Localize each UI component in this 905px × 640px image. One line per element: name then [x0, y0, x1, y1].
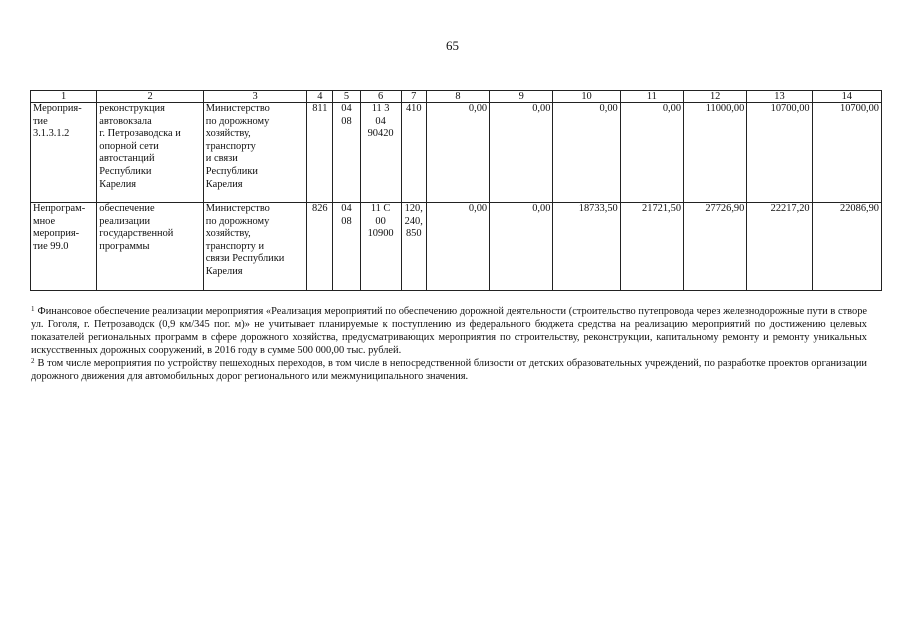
code-cell [307, 103, 333, 203]
amount-cell: 11000,00 [684, 103, 747, 203]
column-header: 14 [812, 91, 881, 103]
code-cell [333, 103, 360, 203]
amount-cell: 22086,90 [812, 203, 881, 291]
cell-line: 850 [405, 228, 422, 240]
cell-line: транспорту [205, 140, 256, 152]
code-cell [333, 203, 360, 291]
budget-table [30, 90, 882, 291]
cell-line: тие [33, 115, 48, 127]
cell-line: связи Республики [205, 253, 285, 265]
amount-cell: 0,00 [490, 203, 553, 291]
cell-line: 90420 [367, 128, 394, 140]
amount-cell: 0,00 [426, 203, 489, 291]
code-cell [401, 103, 426, 203]
cell-line: мероприя- [33, 228, 80, 240]
column-header: 12 [684, 91, 747, 103]
table-row [31, 103, 882, 203]
cell-line: г. Петрозаводска и [99, 128, 181, 140]
footnote-text: Финансовое обеспечение реализации мероприятия «Реализация мероприятий по обеспечению дорожной деятельности (строительство путепровода через железнодорожные пути в створе ул. Гоголя, г. Петрозаводск (0,9 км/345 пог. м)» не учитывает планируемые к поступлению из федерального бюджета средства на реализацию мероприятий по достижению целевых показателей региональных программ в сфере дорожного хозяйства, предусматривающих мероприятия по строительству, реконструкции, капитальному ремонту и ремонту уникальных искусственных дорожных сооружений, в 2016 году в сумме 500 000,00 тыс. рублей. [31, 306, 867, 356]
code-cell [360, 103, 401, 203]
column-header: 7 [401, 91, 426, 103]
column-header: 1 [31, 91, 97, 103]
amount-cell: 10700,00 [812, 103, 881, 203]
cell-line: по дорожному [205, 115, 270, 127]
cell-line: 08 [341, 115, 352, 127]
cell-line: 11 3 [371, 103, 390, 114]
amount-cell: 27726,90 [684, 203, 747, 291]
cell-line: опорной сети [99, 140, 159, 152]
executor-cell [203, 103, 306, 203]
cell-line: 08 [341, 215, 352, 227]
cell-line: Карелия [205, 178, 243, 190]
footnote [31, 305, 867, 357]
column-header: 11 [620, 91, 683, 103]
amount-cell: 18733,50 [553, 203, 620, 291]
cell-line: Карелия [99, 178, 137, 190]
cell-line: 240, [404, 215, 423, 227]
cell-line: 826 [312, 203, 328, 214]
cell-line: Министерство [205, 203, 270, 214]
cell-line: Мероприя- [33, 103, 82, 114]
cell-line: транспорту и [205, 240, 265, 252]
cell-line: 04 [341, 103, 352, 114]
footnote-text: В том числе мероприятия по устройству пешеходных переходов, в том числе в непосредственной близости от детских образовательных учреждений, по разработке проектов организации дорожного движения для автомобильных дорог регионального или межмуниципального значения. [31, 358, 867, 382]
cell-line: государственной [99, 228, 174, 240]
executor-cell [203, 203, 306, 291]
cell-line: Карелия [205, 265, 243, 277]
amount-cell: 0,00 [620, 103, 683, 203]
cell-line: 120, [404, 203, 423, 214]
cell-line: автостанций [99, 153, 155, 165]
table-row [31, 203, 882, 291]
footnote [31, 357, 867, 383]
code-cell [360, 203, 401, 291]
cell-line: хозяйству, [205, 228, 251, 240]
event-name-cell [97, 103, 204, 203]
column-header: 6 [360, 91, 401, 103]
cell-line: реконструкция [99, 103, 165, 114]
amount-cell: 0,00 [490, 103, 553, 203]
code-cell [401, 203, 426, 291]
cell-line: Непрограм- [33, 203, 86, 214]
column-header: 3 [203, 91, 306, 103]
column-header: 2 [97, 91, 204, 103]
cell-line: тие 99.0 [33, 240, 69, 252]
footnote-mark: 1 [31, 305, 35, 313]
cell-line: 04 [375, 115, 386, 127]
amount-cell: 10700,00 [747, 103, 812, 203]
header-row [31, 91, 882, 103]
footnote-mark: 2 [31, 357, 35, 365]
cell-line: Республики [205, 165, 258, 177]
cell-line: хозяйству, [205, 128, 251, 140]
column-header: 10 [553, 91, 620, 103]
amount-cell: 0,00 [553, 103, 620, 203]
amount-cell: 0,00 [426, 103, 489, 203]
cell-line: и связи [205, 153, 238, 165]
column-header: 5 [333, 91, 360, 103]
cell-line: 811 [312, 103, 328, 114]
event-code-cell [31, 103, 97, 203]
cell-line: мное [33, 215, 56, 227]
cell-line: 410 [405, 103, 422, 114]
cell-line: Республики [99, 165, 152, 177]
cell-line: Министерство [205, 103, 270, 114]
cell-line: 3.1.3.1.2 [33, 128, 70, 140]
code-cell [307, 203, 333, 291]
page-number: 65 [446, 38, 459, 53]
amount-cell: 21721,50 [620, 203, 683, 291]
footnotes [31, 305, 867, 383]
column-header: 8 [426, 91, 489, 103]
cell-line: 10900 [367, 228, 394, 240]
column-header: 9 [490, 91, 553, 103]
event-name-cell [97, 203, 204, 291]
cell-line: по дорожному [205, 215, 270, 227]
amount-cell: 22217,20 [747, 203, 812, 291]
cell-line: 11 С [370, 203, 391, 214]
column-header: 4 [307, 91, 333, 103]
column-header: 13 [747, 91, 812, 103]
cell-line: 04 [341, 203, 352, 214]
event-code-cell [31, 203, 97, 291]
cell-line: обеспечение [99, 203, 155, 214]
cell-line: 00 [375, 215, 386, 227]
cell-line: автовокзала [99, 115, 152, 127]
cell-line: реализации [99, 215, 151, 227]
cell-line: программы [99, 240, 150, 252]
